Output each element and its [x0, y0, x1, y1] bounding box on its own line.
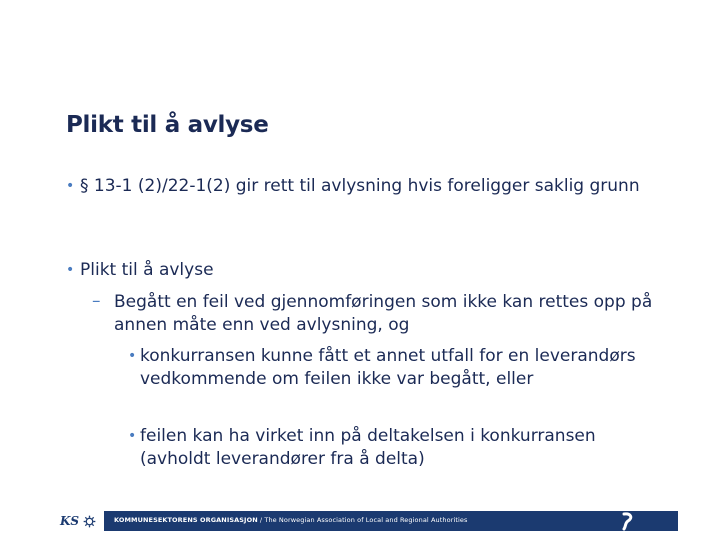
dash-marker: –	[92, 291, 101, 311]
bullet-text: feilen kan ha virket inn på deltakelsen i konkurransen (avholdt leverandører fra å delta)	[140, 426, 596, 469]
logo-text: KS	[60, 514, 80, 528]
bullet-text: Plikt til å avlyse	[80, 260, 214, 280]
bullet-marker: •	[128, 428, 137, 444]
org-name: KOMMUNESEKTORENS ORGANISASJON	[114, 516, 258, 524]
bullet-text: Begått en feil ved gjennomføringen som ikke kan rettes opp på annen måte enn ved avlysning, og	[114, 292, 653, 335]
swoosh-icon	[618, 511, 638, 531]
bullet-text: § 13-1 (2)/22-1(2) gir rett til avlysning hvis foreligger saklig grunn	[80, 176, 640, 196]
slide-title: Plikt til å avlyse	[66, 112, 269, 138]
org-separator: /	[257, 516, 265, 524]
footer-org-text	[114, 516, 468, 524]
bullet-marker: •	[128, 348, 137, 364]
bullet-marker: •	[66, 178, 75, 194]
org-english: The Norwegian Association of Local and Regional Authorities	[264, 516, 468, 524]
footer-bar	[104, 511, 678, 531]
bullet-text: konkurransen kunne fått et annet utfall for en leverandørs vedkommende om feilen ikke var begått, eller	[140, 346, 636, 389]
bullet-marker: •	[66, 262, 75, 278]
footer	[58, 511, 678, 531]
ks-logo	[58, 511, 100, 531]
gear-icon	[83, 515, 96, 528]
